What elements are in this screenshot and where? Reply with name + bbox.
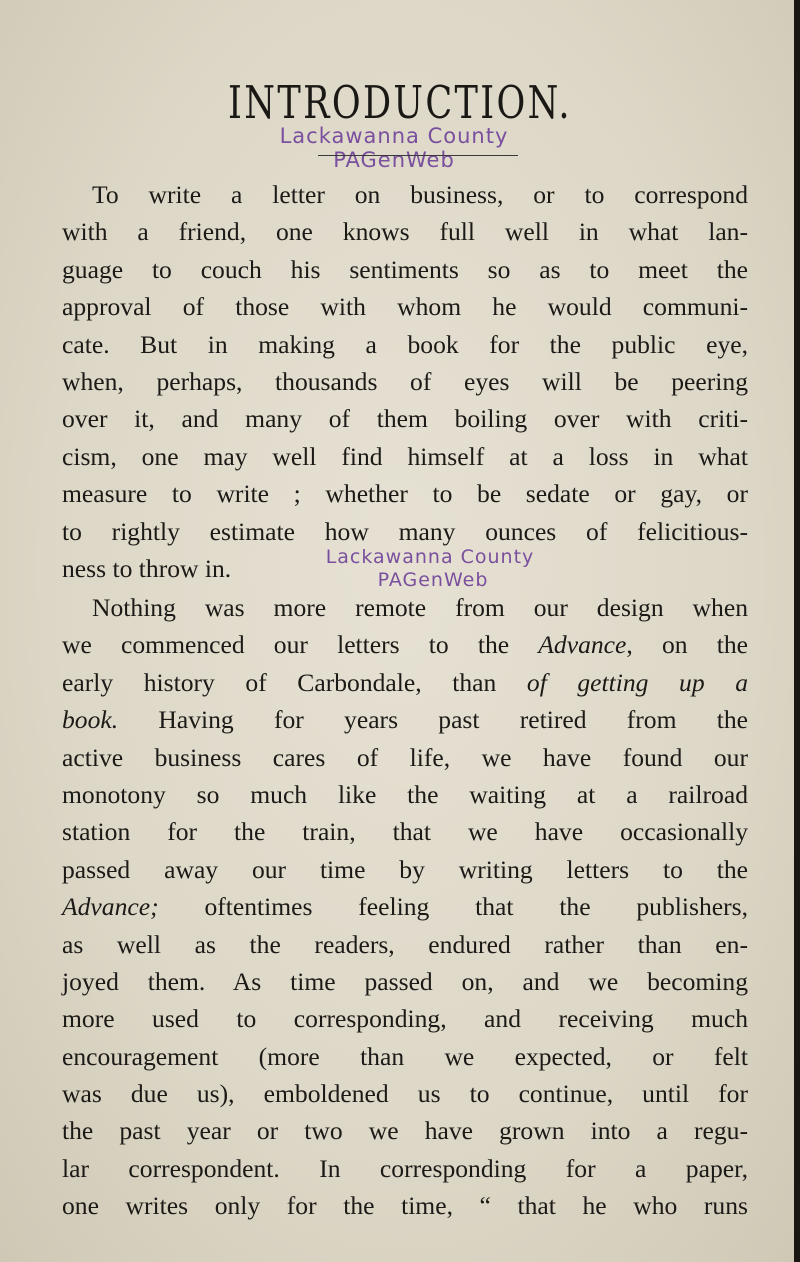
text-line: joyed them. As time passed on, and we becoming (62, 966, 748, 996)
text-line: cate. But in making a book for the public eye, (62, 329, 748, 359)
text-line: lar correspondent. In corresponding for a paper, (62, 1153, 748, 1183)
text-line: was due us), emboldened us to continue, until for (62, 1079, 748, 1109)
watermark-line2: PAGenWeb (377, 569, 489, 591)
text-line: as well as the readers, endured rather than en- (62, 929, 748, 959)
text-line (62, 664, 748, 701)
text-line: active business cares of life, we have found our (62, 742, 748, 772)
watermark-line1: Lackawanna County (325, 546, 535, 568)
text-fragment: we commenced our letters to the (62, 630, 539, 660)
text-line: to rightly estimate how many ounces of felicitious- (62, 516, 748, 546)
text-line: passed away our time by writing letters to the (62, 854, 748, 884)
text-line (62, 626, 748, 663)
text-fragment: Having for years past retired from the (118, 705, 748, 735)
text-fragment: , on the (626, 630, 748, 660)
text-line: approval of those with whom he would communi- (62, 292, 748, 322)
text-line: when, perhaps, thousands of eyes will be peering (62, 366, 748, 396)
text-line: guage to couch his sentiments so as to meet the (62, 254, 748, 284)
paragraph-1 (62, 176, 748, 587)
text-line: station for the train, that we have occasionally (62, 817, 748, 847)
text-line: measure to write ; whether to be sedate or gay, or (62, 479, 748, 509)
watermark-middle (296, 548, 564, 590)
text-line: one writes only for the time, “ that he who runs (62, 1191, 748, 1221)
paragraph-2 (62, 589, 748, 1225)
italic-text: Advance; (62, 892, 159, 922)
watermark-line1: Lackawanna County (279, 124, 509, 148)
text-line: the past year or two we have grown into a regu- (62, 1116, 748, 1146)
text-fragment: early history of Carbondale, than (62, 667, 527, 697)
italic-text: book. (62, 705, 119, 735)
watermark-line2: PAGenWeb (333, 148, 455, 172)
page-title: INTRODUCTION. (228, 76, 572, 129)
text-line (62, 888, 748, 925)
text-line: with a friend, one knows full well in what lan- (62, 217, 748, 247)
italic-text: Advance (538, 630, 627, 660)
text-line: over it, and many of them boiling over with criti- (62, 404, 748, 434)
text-line (62, 701, 748, 738)
text-line: To write a letter on business, or to correspond (92, 180, 748, 209)
text-line: cism, one may well find himself at a loss in what (62, 441, 748, 471)
text-line: Nothing was more remote from our design when (92, 593, 748, 622)
italic-text: of getting up a (526, 667, 749, 697)
text-line: monotony so much like the waiting at a railroad (62, 779, 748, 809)
title-rule (318, 155, 518, 156)
text-fragment: oftentimes feeling that the publishers, (158, 892, 748, 922)
text-line: ness to throw in. (62, 553, 232, 583)
page-edge (794, 0, 800, 1262)
text-line: more used to corresponding, and receiving much (62, 1004, 748, 1034)
text-line: encouragement (more than we expected, or felt (62, 1041, 748, 1071)
watermark-top (258, 126, 530, 171)
